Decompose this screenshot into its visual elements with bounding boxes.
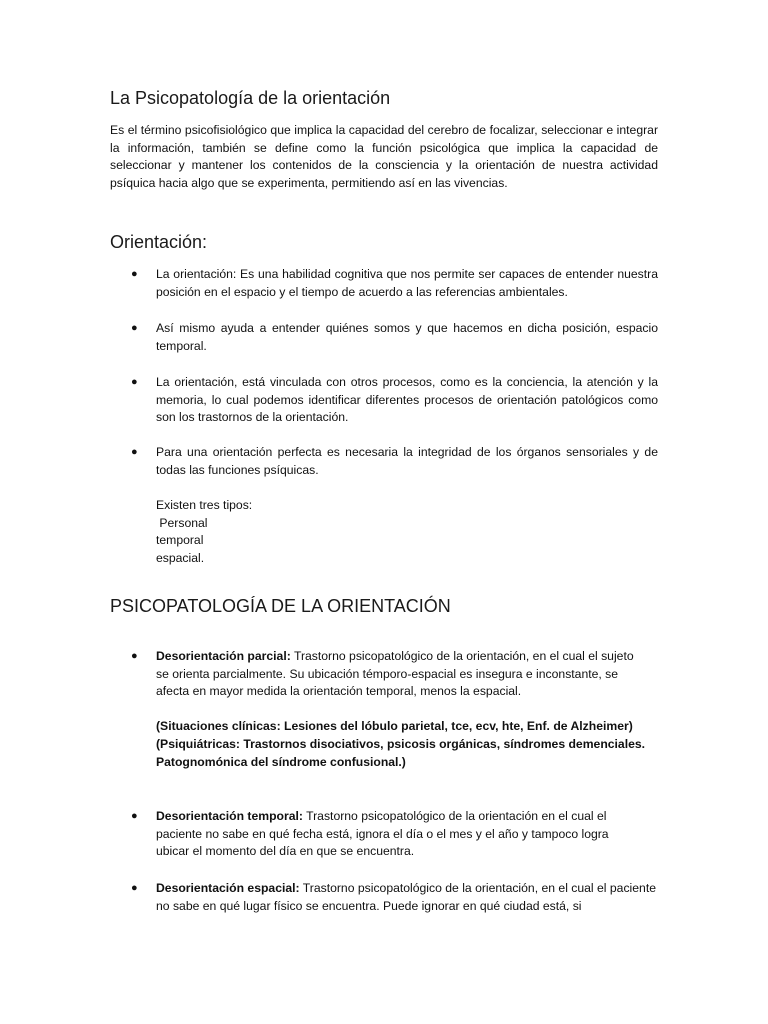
- orientacion-bullet-2: Así mismo ayuda a entender quiénes somos y que hacemos en dicha posición, espacio temporal.: [156, 321, 658, 353]
- orientacion-bullet-4: Para una orientación perfecta es necesaria la integridad de los órganos sensoriales y de todas las funciones psíquicas.: [156, 445, 658, 477]
- orientacion-bullet-3: La orientación, está vinculada con otros procesos, como es la conciencia, la atención y la memoria, lo cual podemos identificar diferentes procesos de orientación patológicos como son los trastornos de la orientación.: [156, 375, 658, 425]
- text-temporal: Trastorno psicopatológico de la orientación en el cual el paciente no sabe en qué fecha está, ignora el día o el mes y el año y tampoco logra ubicar el momento del día en que se encuentra.: [156, 809, 609, 859]
- text-espacial: Trastorno psicopatológico de la orientación, en el cual el paciente no sabe en qué lugar físico se encuentra. Puede ignorar en qué ciudad está, si: [156, 881, 656, 913]
- orientacion-bullet-1: La orientación: Es una habilidad cognitiva que nos permite ser capaces de entender nuestra posición en el espacio y el tiempo de acuerdo a las referencias ambientales.: [156, 267, 658, 299]
- type-personal: Personal: [156, 516, 208, 530]
- term-parcial: Desorientación parcial:: [156, 649, 291, 663]
- psicopatologia-heading: PSICOPATOLOGÍA DE LA ORIENTACIÓN: [110, 596, 451, 616]
- clinical-line-2: (Psiquiátricas: Trastornos disociativos, psicosis orgánicas, síndromes demenciales.: [156, 737, 646, 751]
- type-temporal: temporal: [156, 533, 204, 547]
- bullet-icon: ●: [131, 650, 138, 662]
- bullet-icon: ●: [131, 322, 138, 334]
- bullet-icon: ●: [131, 446, 138, 458]
- desorientacion-espacial: [156, 880, 656, 915]
- bullet-icon: ●: [131, 376, 138, 388]
- bullet-icon: ●: [131, 810, 138, 822]
- term-espacial: Desorientación espacial:: [156, 881, 300, 895]
- page-title: La Psicopatología de la orientación: [110, 88, 391, 108]
- clinical-line-1: (Situaciones clínicas: Lesiones del lóbulo parietal, tce, ecv, hte, Enf. de Alzheimer): [156, 719, 633, 733]
- clinical-line-3: Patognomónica del síndrome confusional.): [156, 755, 406, 769]
- term-temporal: Desorientación temporal:: [156, 809, 303, 823]
- orientacion-heading: Orientación:: [110, 232, 208, 252]
- desorientacion-temporal: [156, 808, 636, 861]
- desorientacion-parcial: [156, 648, 636, 701]
- text-parcial: Trastorno psicopatológico de la orientación, en el cual el sujeto se orienta parcialmente. Su ubicación témporo-espacial es insegura e inconstante, se afecta en mayor medida la orientación temporal, menos la espacial.: [156, 649, 634, 699]
- types-intro: Existen tres tipos:: [156, 498, 253, 512]
- type-espacial: espacial.: [156, 551, 205, 565]
- bullet-icon: ●: [131, 882, 138, 894]
- intro-paragraph: Es el término psicofisiológico que implica la capacidad del cerebro de focalizar, seleccionar e integrar la información, también se define como la función psicológica que implica la capacidad de seleccionar y mantener los contenidos de la consciencia y la orientación de nuestra actividad psíquica hacia algo que se experimenta, permitiendo así en las vivencias.: [110, 123, 658, 190]
- bullet-icon: ●: [131, 268, 138, 280]
